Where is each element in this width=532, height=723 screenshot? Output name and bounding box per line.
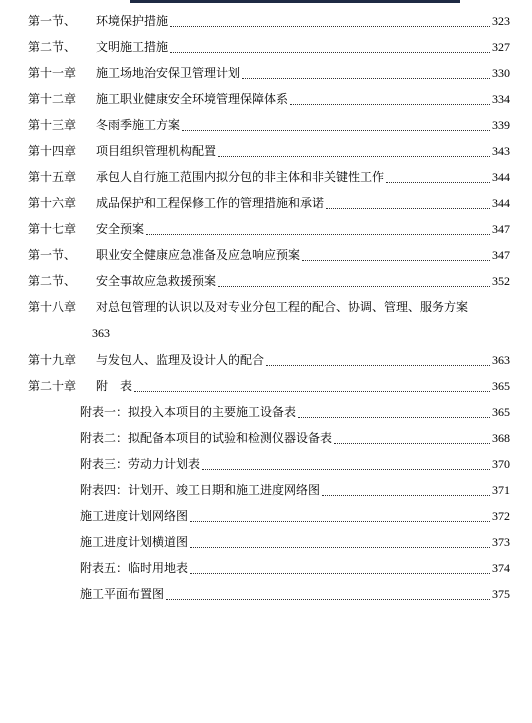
toc-entry-number: 第十三章 — [28, 118, 77, 132]
toc-sub-entry[interactable] — [0, 454, 532, 474]
leader-dots — [266, 365, 490, 366]
toc-sub-entry-title: 附表四：计划开、竣工日期和施工进度网络图 — [80, 483, 321, 497]
toc-entry[interactable] — [0, 89, 532, 109]
toc-entry-page: 344 — [492, 196, 510, 210]
toc-entry[interactable] — [0, 37, 532, 57]
leader-dots — [302, 260, 490, 261]
toc-sub-entry-title: 附表三：劳动力计划表 — [80, 457, 201, 471]
leader-dots — [146, 234, 490, 235]
leader-dots — [182, 130, 490, 131]
toc-entry-page: 363 — [92, 326, 110, 340]
toc-entry-number: 第十五章 — [28, 170, 77, 184]
leader-dots — [322, 495, 490, 496]
toc-entry-title: 安全事故应急救援预案 — [96, 274, 217, 288]
toc-entry-page: 343 — [492, 144, 510, 158]
toc-sub-entry-title: 附表二：拟配备本项目的试验和检测仪器设备表 — [80, 431, 333, 445]
leader-dots — [190, 521, 490, 522]
leader-dots — [290, 104, 490, 105]
toc-entry[interactable] — [0, 271, 532, 291]
toc-sub-entry-title: 附表五：临时用地表 — [80, 561, 189, 575]
toc-entry-number: 第一节、 — [28, 248, 77, 262]
toc-sub-entry-page: 375 — [492, 587, 510, 601]
leader-dots — [134, 391, 490, 392]
toc-sub-entry-page: 372 — [492, 509, 510, 523]
toc-entry-page: 334 — [492, 92, 510, 106]
toc-sub-entry[interactable] — [0, 532, 532, 552]
leader-dots — [218, 286, 490, 287]
leader-dots — [202, 469, 490, 470]
toc-entry-title: 附 表 — [96, 379, 133, 393]
toc-sub-entry[interactable] — [0, 480, 532, 500]
leader-dots — [326, 208, 490, 209]
leader-dots — [334, 443, 490, 444]
toc-entry-page: 365 — [492, 379, 510, 393]
toc-entry-wrapped[interactable] — [0, 297, 532, 343]
toc-entry[interactable] — [0, 219, 532, 239]
toc-entry-title: 安全预案 — [96, 222, 145, 236]
toc-entry-page: 339 — [492, 118, 510, 132]
toc-sub-entry[interactable] — [0, 558, 532, 578]
toc-entry[interactable] — [0, 141, 532, 161]
toc-entry-number: 第二节、 — [28, 40, 77, 54]
toc-entry-page: 352 — [492, 274, 510, 288]
toc-entry-number: 第十二章 — [28, 92, 77, 106]
toc-entry-number: 第十七章 — [28, 222, 77, 236]
toc-sub-entry-page: 365 — [492, 405, 510, 419]
toc-sub-entry-page: 373 — [492, 535, 510, 549]
toc-entry[interactable] — [0, 115, 532, 135]
toc-entry-page: 323 — [492, 14, 510, 28]
leader-dots — [190, 573, 490, 574]
toc-entry-title: 与发包人、监理及设计人的配合 — [96, 353, 265, 367]
toc-sub-entry[interactable] — [0, 402, 532, 422]
toc-entry-title: 文明施工措施 — [96, 40, 169, 54]
toc-entry-title: 施工场地治安保卫管理计划 — [96, 66, 241, 80]
toc-entry-title: 环境保护措施 — [96, 14, 169, 28]
toc-entry-page: 347 — [492, 248, 510, 262]
toc-entry-title: 对总包管理的认识以及对专业分包工程的配合、协调、管理、服务方案 — [96, 300, 469, 314]
leader-dots — [298, 417, 490, 418]
toc-sub-entry-title: 施工进度计划网络图 — [80, 509, 189, 523]
toc-entry-page: 347 — [492, 222, 510, 236]
toc-entry-title: 项目组织管理机构配置 — [96, 144, 217, 158]
toc-sub-entry-page: 371 — [492, 483, 510, 497]
toc-entry-title: 承包人自行施工范围内拟分包的非主体和非关键性工作 — [96, 170, 385, 184]
toc-entry[interactable] — [0, 63, 532, 83]
toc-entry-number: 第十四章 — [28, 144, 77, 158]
toc-entry-number: 第十八章 — [28, 300, 77, 314]
leader-dots — [166, 599, 490, 600]
toc-entry-number: 第一节、 — [28, 14, 77, 28]
toc-entry-number: 第十一章 — [28, 66, 77, 80]
toc-entry-page: 327 — [492, 40, 510, 54]
toc-sub-entry-page: 368 — [492, 431, 510, 445]
toc-entry-title: 职业安全健康应急准备及应急响应预案 — [96, 248, 301, 262]
toc-sub-entry-page: 374 — [492, 561, 510, 575]
toc-entry-number: 第二节、 — [28, 274, 77, 288]
toc-entry[interactable] — [0, 11, 532, 31]
toc-sub-entry[interactable] — [0, 506, 532, 526]
toc-entry-page: 363 — [492, 353, 510, 367]
leader-dots — [242, 78, 490, 79]
toc-entry-number: 第二十章 — [28, 379, 77, 393]
toc-entry[interactable] — [0, 193, 532, 213]
toc-sub-entry-title: 施工进度计划横道图 — [80, 535, 189, 549]
toc-sub-entry[interactable] — [0, 428, 532, 448]
leader-dots — [170, 52, 490, 53]
toc-entry[interactable] — [0, 376, 532, 396]
toc-entry-page: 344 — [492, 170, 510, 184]
toc-entry-title: 成品保护和工程保修工作的管理措施和承诺 — [96, 196, 325, 210]
toc-entry-title: 冬雨季施工方案 — [96, 118, 181, 132]
toc-entry-number: 第十六章 — [28, 196, 77, 210]
leader-dots — [386, 182, 490, 183]
toc-entry-page: 330 — [492, 66, 510, 80]
leader-dots — [170, 26, 490, 27]
toc-entry-number: 第十九章 — [28, 353, 77, 367]
toc-sub-entry-page: 370 — [492, 457, 510, 471]
toc-entry[interactable] — [0, 245, 532, 265]
leader-dots — [218, 156, 490, 157]
toc-entry-title: 施工职业健康安全环境管理保障体系 — [96, 92, 289, 106]
toc-entry[interactable] — [0, 167, 532, 187]
toc-entry[interactable] — [0, 350, 532, 370]
toc-sub-entry[interactable] — [0, 584, 532, 604]
leader-dots — [190, 547, 490, 548]
toc-sub-entry-title: 附表一：拟投入本项目的主要施工设备表 — [80, 405, 297, 419]
toc-sub-entry-title: 施工平面布置图 — [80, 587, 165, 601]
top-rule — [130, 0, 460, 3]
